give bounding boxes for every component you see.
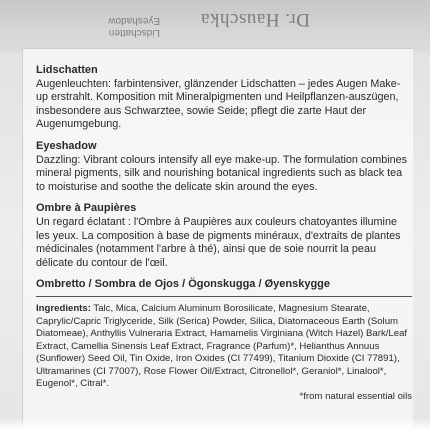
mirrored-print [0, 4, 430, 44]
small-print-mirrored [108, 14, 160, 38]
section-other-languages [36, 278, 412, 292]
small-line-2: Eyeshadow [108, 15, 160, 26]
section-german [36, 64, 412, 132]
label-text [36, 64, 412, 404]
section-french [36, 202, 412, 270]
section-body: Un regard éclatant : l'Ombre à Paupières aux couleurs chatoyantes illumine les yeux. La composition à base de pigments minéraux, d'extraits de plantes médicinales (notamment l'arbre à thé), ainsi que de soie nourrit la peau délicate du contour de l'œil. [36, 215, 401, 269]
section-body: Dazzling: Vibrant colours intensify all eye make-up. The formulation combines mineral pigments, silk and nourishing botanical ingredients such as black tea to moisturise and soothe the delicate skin around the eyes. [36, 153, 408, 193]
ingredients-text: Talc, Mica, Calcium Aluminum Borosilicate, Magnesium Stearate, Caprylic/Capric Triglyceride, Silk (Serica) Powder, Silica, Diatomaceous Earth (Solum Diatomeae), Anthyllis Vulneraria Extract, Hamamelis Virginiana (Witch Hazel) Bark/Leaf Extract, Camellia Sinensis Leaf Extract, Fragrance (Parfum)*, Helianthus Annuus (Sunflower) Seed Oil, Tin Oxide, Iron Oxides (CI 77499), Titanium Dioxide (CI 77891), Ultramarines (CI 77007), Rose Flower Oil/Extract, Citronellol*, Geraniol*, Linalool*, Eugenol*, Citral*. [36, 302, 408, 390]
section-heading: Ombre à Paupières [36, 202, 137, 215]
ingredients-block [36, 303, 412, 404]
ingredients-label: Ingredients: [36, 302, 91, 314]
box-top-flap [0, 0, 430, 52]
small-line-1: Lidschatten [108, 27, 160, 38]
section-heading: Ombretto / Sombra de Ojos / Ögonskugga / Øyenskygge [36, 278, 331, 291]
divider-line [36, 296, 412, 297]
section-heading: Eyeshadow [36, 139, 97, 152]
brand-name-mirrored: Dr. Hauschka [200, 9, 310, 30]
section-heading: Lidschatten [36, 64, 98, 76]
ingredients-footnote: *from natural essential oils [299, 391, 412, 403]
section-english [36, 140, 412, 194]
section-body: Augenleuchten: farbintensiver, glänzender Lidschatten – jedes Augen Make-up erstrahlt. Komposition mit Mineralpigmenten und Heilpflanzen-auszügen, insbesondere aus Schwarztee, sowie Seide; pflegt die zarte Haut der Augenumgebung. [36, 77, 401, 131]
bottom-fade [0, 418, 430, 430]
